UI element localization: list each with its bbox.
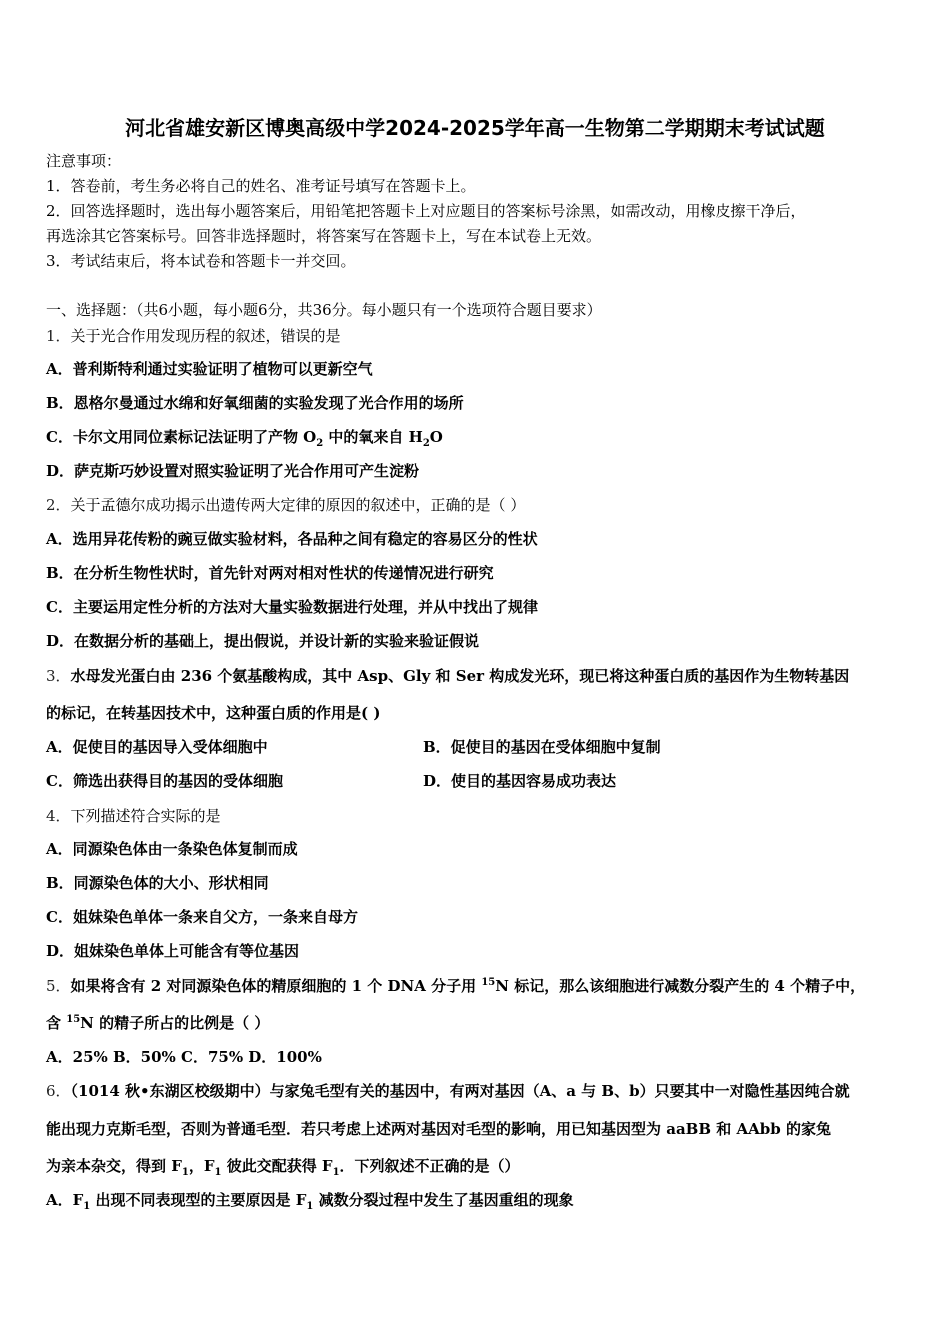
q3-options-row-2	[46, 771, 906, 791]
stem-text: 为亲本杂交，得到 F	[46, 1157, 182, 1175]
stem-text: ，F	[188, 1157, 215, 1175]
subscript: 1	[83, 1201, 91, 1212]
q2-option-a: A．选用异花传粉的豌豆做实验材料，各品种之间有稳定的容易区分的性状	[46, 530, 538, 548]
question-number: 6．	[46, 1082, 71, 1100]
question-1	[46, 326, 906, 346]
subscript: 1	[181, 1167, 189, 1178]
question-number: 2．	[46, 496, 71, 514]
page-title: 河北省雄安新区博奥高级中学2024-2025学年高一生物第二学期期末考试试题	[125, 116, 825, 140]
q1-option-c-text: C．卡尔文用同位素标记法证明了产物 O	[46, 428, 317, 446]
q1-option-c-text-mid: 中的氧来自 H	[323, 428, 423, 446]
q4-option-a: A．同源染色体由一条染色体复制而成	[46, 840, 298, 858]
q1-option-d: D．萨克斯巧妙设置对照实验证明了光合作用可产生淀粉	[46, 462, 420, 480]
q4-option-d: D．姐妹染色单体上可能含有等位基因	[46, 942, 300, 960]
q3-option-c: C．筛选出获得目的基因的受体细胞	[46, 772, 283, 790]
q5-options: A．25% B．50% C．75% D．100%	[46, 1048, 322, 1066]
question-stem-text: 含	[46, 1014, 67, 1032]
notice-item-2-cont: 再选涂其它答案标号。回答非选择题时，将答案写在答题卡上，写在本试卷上无效。	[46, 227, 602, 245]
question-6-stem-cont-2	[46, 1156, 906, 1176]
question-6-stem-cont-1: 能出现力克斯毛型，否则为普通毛型．若只考虑上述两对基因对毛型的影响，用已知基因型为 aaBB 和 AAbb 的家兔	[46, 1120, 831, 1138]
q3-option-d: D．使目的基因容易成功表达	[423, 772, 617, 790]
q4-option-c: C．姐妹染色单体一条来自父方，一条来自母方	[46, 908, 358, 926]
notice-item-1: 1．答卷前，考生务必将自己的姓名、准考证号填写在答题卡上。	[46, 177, 476, 195]
subscript: 2	[316, 438, 324, 449]
notice-heading: 注意事项：	[46, 152, 122, 170]
q1-option-c-text-end: O	[429, 428, 443, 446]
question-stem: 关于孟德尔成功揭示出遗传两大定律的原因的叙述中，正确的是（ ）	[70, 496, 526, 514]
question-5-stem-cont	[46, 1013, 906, 1033]
question-6	[46, 1081, 906, 1101]
q3-option-a: A．促使目的基因导入受体细胞中	[46, 738, 268, 756]
q4-option-b: B．同源染色体的大小、形状相同	[46, 874, 269, 892]
notice-item-3: 3．考试结束后，将本试卷和答题卡一并交回。	[46, 252, 356, 270]
q1-option-a: A．普利斯特利通过实验证明了植物可以更新空气	[46, 360, 373, 378]
subscript: 2	[422, 438, 430, 449]
question-stem: 关于光合作用发现历程的叙述，错误的是	[70, 327, 341, 345]
stem-text: 彼此交配获得 F	[221, 1157, 333, 1175]
q1-option-b: B．恩格尔曼通过水绵和好氧细菌的实验发现了光合作用的场所	[46, 394, 464, 412]
question-3	[46, 666, 906, 686]
question-2	[46, 495, 906, 515]
question-stem-text-end: N 标记，那么该细胞进行减数分裂产生的 4 个精子中，	[495, 977, 866, 995]
notice-item-2: 2．回答选择题时，选出每小题答案后，用铅笔把答题卡上对应题目的答案标号涂黑，如需改动，用橡皮擦干净后，	[46, 202, 806, 220]
q2-option-d: D．在数据分析的基础上，提出假说，并设计新的实验来验证假说	[46, 632, 480, 650]
superscript: 15	[481, 977, 496, 988]
question-3-stem-cont: 的标记，在转基因技术中，这种蛋白质的作用是( )	[46, 704, 381, 722]
q2-option-b: B．在分析生物性状时，首先针对两对相对性状的传递情况进行研究	[46, 564, 494, 582]
option-text: A．F	[46, 1191, 84, 1209]
question-5	[46, 976, 906, 996]
superscript: 15	[66, 1014, 81, 1025]
stem-text: ．下列叙述不正确的是（）	[339, 1157, 520, 1175]
question-stem	[71, 977, 866, 995]
question-stem-text: 如果将含有 2 对同源染色体的精原细胞的 1 个 DNA 分子用	[70, 977, 482, 995]
subscript: 1	[214, 1167, 222, 1178]
question-stem-text-end: N 的精子所占的比例是（ ）	[80, 1014, 270, 1032]
question-number: 1．	[46, 327, 71, 345]
q3-option-b: B．促使目的基因在受体细胞中复制	[423, 738, 661, 756]
question-4	[46, 806, 906, 826]
subscript: 1	[332, 1167, 340, 1178]
question-stem: 下列描述符合实际的是	[70, 807, 221, 825]
question-number: 3．	[46, 667, 71, 685]
question-stem: 水母发光蛋白由 236 个氨基酸构成，其中 Asp、Gly 和 Ser 构成发光环，现已将这种蛋白质的基因作为生物转基因	[70, 667, 850, 685]
question-number: 4．	[46, 807, 71, 825]
q6-option-a	[46, 1190, 906, 1210]
section-heading: 一、选择题：（共6小题，每小题6分，共36分。每小题只有一个选项符合题目要求）	[46, 301, 602, 319]
option-text: 减数分裂过程中发生了基因重组的现象	[313, 1191, 574, 1209]
q3-options-row-1	[46, 737, 906, 757]
subscript: 1	[306, 1201, 314, 1212]
q1-option-c	[46, 427, 906, 447]
q2-option-c: C．主要运用定性分析的方法对大量实验数据进行处理，并从中找出了规律	[46, 598, 538, 616]
question-number: 5．	[46, 977, 71, 995]
option-text: 出现不同表现型的主要原因是 F	[90, 1191, 307, 1209]
question-stem: （1014 秋•东湖区校级期中）与家兔毛型有关的基因中，有两对基因（A、a 与 B、b）只要其中一对隐性基因纯合就	[70, 1082, 850, 1100]
